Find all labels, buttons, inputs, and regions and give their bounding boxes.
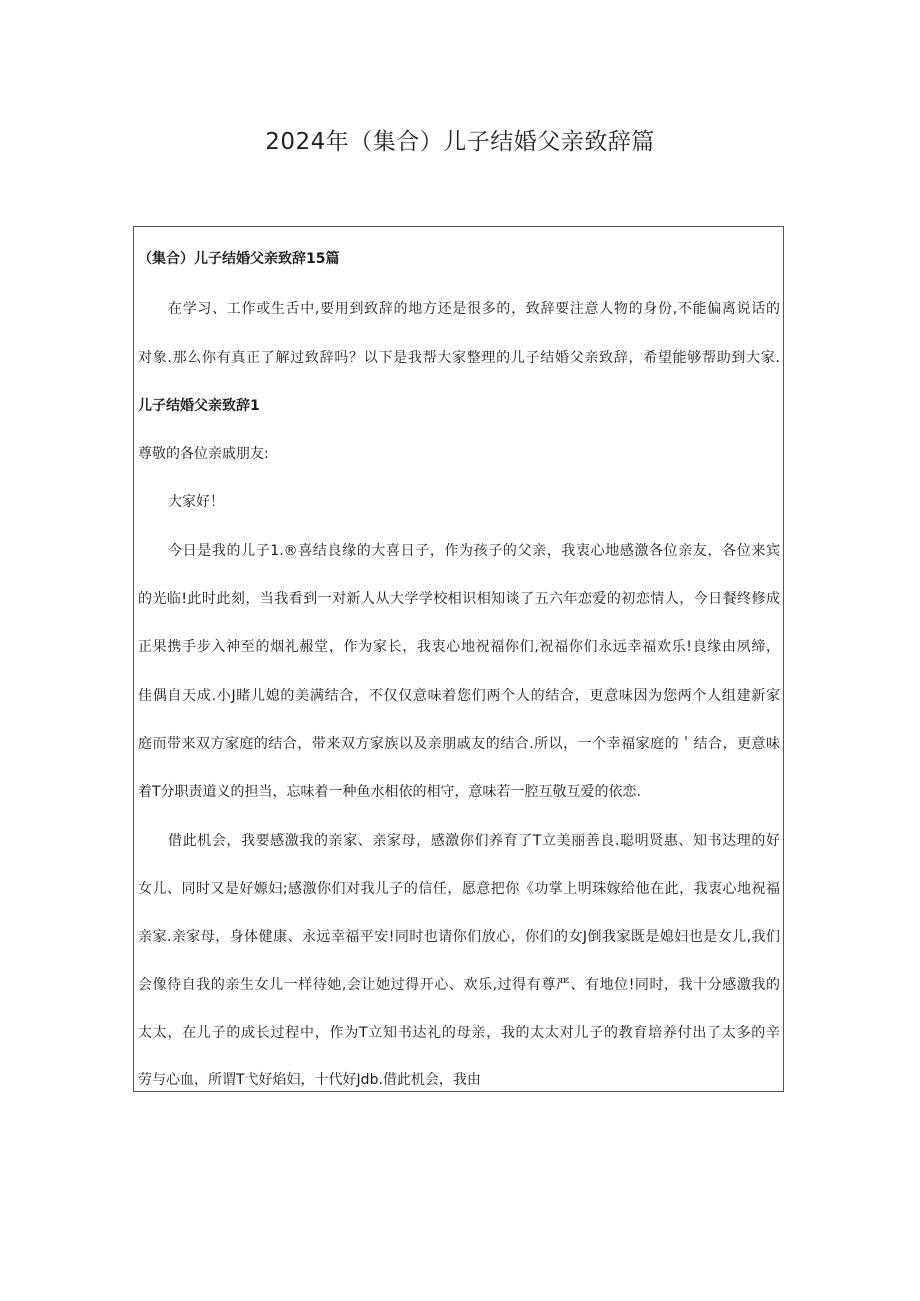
paragraph-line: 在学习、工作或生舌中,要用到致辞的地方还是很多的，致辞要注意人物的身份,不能偏离说话的 xyxy=(168,301,780,317)
paragraph-line: 佳偶自天成.小J睹儿媳的美满结合，不仅仅意味着您们两个人的结合，更意味因为您两个人组建新家 xyxy=(138,688,780,704)
paragraph-line: 借此机会，我要感激我的亲家、亲家母，感激你们养育了T立美丽善良.聪明贤惠、知书达理的好 xyxy=(168,833,780,849)
paragraph-line: 亲家.亲家母，身体健康、永远幸福平安!同时也请你们放心，你们的女J倒我家既是媳妇也是女儿,我们 xyxy=(138,929,780,945)
paragraph-line: 劳与心血，所谓T弋好焰妇，十代好Jdb.借此机会，我由 xyxy=(138,1072,481,1088)
content-box xyxy=(133,226,784,1092)
paragraph-line: 太太，在儿子的成长过程中，作为T立知书达礼的母亲，我的太太对儿子的教育培养付出了太多的辛 xyxy=(138,1025,780,1041)
paragraph-line: 今日是我的儿子1.®喜结良缘的大喜日子，作为孩子的父亲，我衷心地感激各位亲友，各位来宾 xyxy=(168,543,780,559)
paragraph-line: 着T分职责道义的担当，忘味着一种鱼水相依的相守，意味若一腔互敬互爱的依恋. xyxy=(138,784,641,800)
paragraph-line: 的光临!此时此刻，当我看到一对新人从大学学校相识相知谈了五六年恋爱的初恋情人，今日餐终修成 xyxy=(138,591,780,607)
salutation: 尊敬的各位亲戚朋友: xyxy=(138,446,269,462)
greeting: 大家好！ xyxy=(168,494,224,510)
paragraph-line: 庭而带来双方家庭的结合，带来双方家族以及亲朋戚友的结合.所以，一个幸福家庭的＇结合，更意味 xyxy=(138,736,780,752)
paragraph-line: 对象.那么你有真正了解过致辞吗？以下是我帮大家整理的儿子结婚父亲致辞，希望能够帮助到大家. xyxy=(138,350,780,366)
section-heading: （集合）儿子结婚父亲致辞15篇 xyxy=(138,251,340,267)
document-title: 2024年（集合）儿子结婚父亲致辞篇 xyxy=(265,129,655,155)
paragraph-line: 女儿、同时又是好嫄妇;感激你们对我儿子的信任，愿意把你《功掌上明珠嫁给他在此，我衷心地祝福 xyxy=(138,881,780,897)
paragraph-line: 正果携手步入神至的烟礼赧堂，作为家长，我衷心地祝福你们,祝福你们永远幸福欢乐!良缘由夙缔， xyxy=(138,639,780,655)
paragraph-line: 会像待自我的亲生女儿一样待她,会让她过得开心、欢乐,过得有尊严、有地位!同时，我十分感激我的 xyxy=(138,977,780,993)
speech-heading: 儿子结婚父亲致辞1 xyxy=(138,398,260,414)
